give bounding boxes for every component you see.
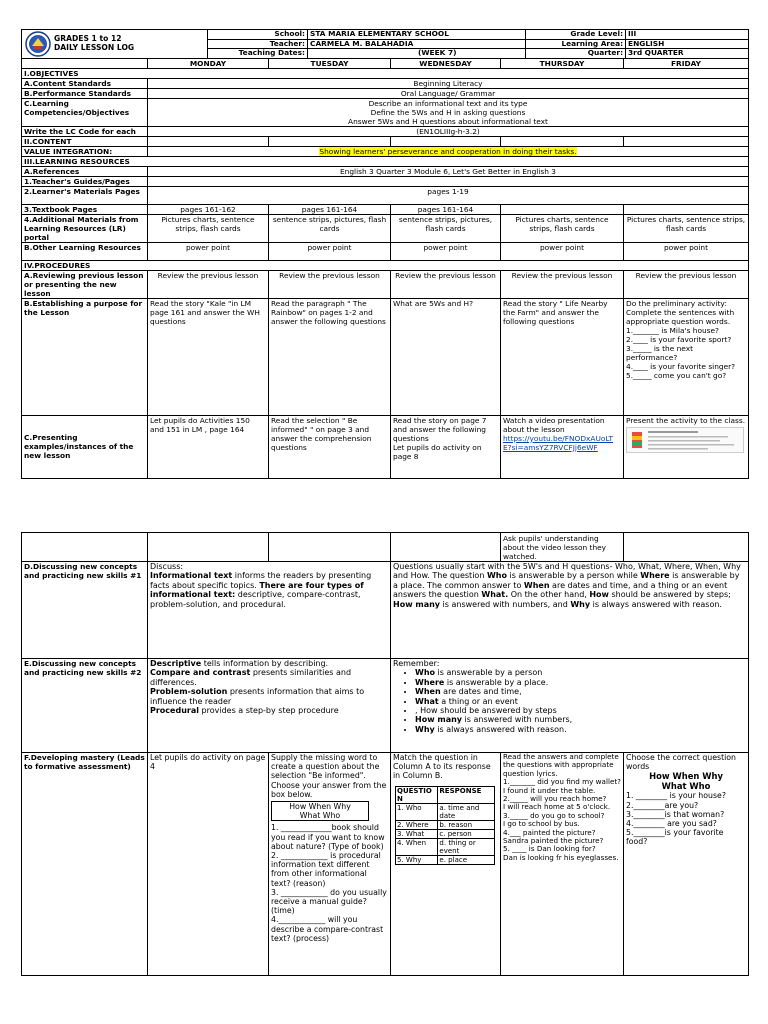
mastery-friday (624, 753, 749, 976)
match-question: 3. What (396, 829, 438, 838)
list-item (415, 725, 746, 734)
purpose-thursday: Read the story " Life Nearby the Farm" and answer the following questions (501, 298, 624, 415)
discuss2-compare (150, 668, 388, 687)
definition: provides a step-by step procedure (198, 706, 339, 716)
discuss1-howmany: How many (393, 599, 441, 609)
grade-level-value: III (626, 30, 749, 40)
table-row (396, 838, 495, 855)
mastery-label: F.Developing mastery (Leads to formative assessment) (22, 753, 148, 976)
mastery-friday-item-2: 2.________are you? (626, 800, 699, 810)
learning-area-value: ENGLISH (626, 39, 749, 49)
term: Problem-solution (150, 687, 228, 697)
day-thursday: THURSDAY (501, 58, 624, 68)
term: Why (415, 724, 435, 734)
mastery-thursday-line: 1._______ did you find my wallet? (503, 777, 621, 787)
other-resources-label: B.Other Learning Resources (22, 242, 148, 260)
grades-label: GRADES 1 to 12 (54, 34, 122, 43)
day-tuesday: TUESDAY (269, 58, 391, 68)
discuss1-where: Where (640, 571, 670, 581)
plan-table (21, 58, 749, 479)
value-integration-cell (148, 146, 749, 156)
resources-heading: III.LEARNING RESOURCES (22, 156, 749, 166)
lc-code-label: Write the LC Code for each (22, 126, 148, 136)
remember-list (393, 668, 746, 734)
other-friday: power point (624, 242, 749, 260)
purpose-monday: Read the story "Kale "in LM page 161 and answer the WH questions (148, 298, 269, 415)
word-box (271, 801, 369, 821)
additional-wednesday: sentence strips, pictures, flash cards (391, 214, 501, 242)
plan-table-continued (21, 532, 749, 976)
discuss1-right-text: is answered with numbers, and (440, 599, 571, 609)
teacher-label: Teacher: (208, 39, 308, 49)
term: When (415, 687, 441, 697)
discuss1-right-text: are dates and time, and a thing or an event answers the question (393, 580, 728, 600)
other-wednesday: power point (391, 242, 501, 260)
competency-1: Describe an informational text and its type (368, 98, 528, 108)
mastery-thursday-line: I found it under the table. (503, 785, 596, 795)
discuss1-text: informs the readers by presenting facts about specific topics. (150, 571, 372, 590)
objectives-heading: I.OBJECTIVES (22, 68, 749, 78)
match-response: d. thing or event (438, 838, 495, 855)
activity-thumbnail-image (626, 427, 744, 453)
discuss2-right (391, 659, 749, 753)
lesson-log-page-1 (21, 29, 748, 479)
presenting-friday-text: Present the activity to the class. (626, 415, 746, 425)
list-item (415, 668, 746, 677)
discuss1-right-text: Questions usually start with the 5W's and H questions- Who, What, Where, When, Why and How. The question (393, 562, 741, 581)
additional-thursday: Pictures charts, sentence strips, flash cards (501, 214, 624, 242)
discuss1-right-text: is answerable by a person while (506, 571, 641, 581)
competencies-value (148, 98, 749, 126)
review-monday: Review the previous lesson (148, 270, 269, 298)
discuss2-problem (150, 687, 388, 706)
match-table (395, 786, 495, 865)
quarter-label: Quarter: (526, 49, 626, 59)
review-tuesday: Review the previous lesson (269, 270, 391, 298)
deped-seal-icon (25, 31, 51, 57)
table-row (396, 803, 495, 820)
mastery-friday-item-4: 4.________ are you sad? (626, 819, 717, 829)
additional-friday: Pictures charts, sentence strips, flash cards (624, 214, 749, 242)
mastery-thursday-line: 3._____ do you go to school? (503, 810, 605, 820)
purpose-friday-item-5: 5._____ come you can't go? (626, 370, 727, 380)
match-question: 4. When (396, 838, 438, 855)
presenting-wednesday-line-2: Let pupils do activity on page 8 (393, 442, 482, 461)
discuss1-right (391, 562, 749, 659)
additional-monday: Pictures charts, sentence strips, flash cards (148, 214, 269, 242)
friday-words-line-1: How When Why (649, 771, 723, 782)
discuss1-right-text: is answerable by a place. The common answer to (393, 571, 740, 590)
match-question: 1. Who (396, 803, 438, 820)
mastery-friday-item-5: 5.________is your favorite food? (626, 828, 724, 847)
video-link[interactable]: https://youtu.be/FNODxAUoLTE?si=amsYZ7RVCFJj6eWF (503, 433, 613, 452)
discuss1-intro: Discuss: (150, 562, 184, 571)
word-box-line-2: What Who (299, 811, 341, 821)
discuss1-right-text: is always answered with reason. (590, 599, 722, 609)
review-label: A.Reviewing previous lesson or presenting the new lesson (22, 270, 148, 298)
mastery-friday-item-1: 1. ________ is your house? (626, 791, 726, 801)
textbook-tuesday: pages 161-164 (269, 204, 391, 214)
table-row (396, 820, 495, 829)
competencies-label: C.Learning Competencies/Objectives (22, 98, 148, 126)
term: Descriptive (150, 659, 202, 668)
value-integration-text: Showing learners' perseverance and cooperation in doing their tasks. (319, 146, 577, 156)
discuss2-descriptive (150, 659, 388, 668)
mastery-tuesday-item-4: 4.____________ will you describe a compare-contrast text? (process) (271, 915, 384, 943)
purpose-friday-item-4: 4.____ is your favorite singer? (626, 361, 736, 371)
presenting-wednesday-line-1: Read the story on page 7 and answer the following questions (393, 415, 487, 443)
learning-area-label: Learning Area: (526, 39, 626, 49)
definition: presents similarities and differences. (150, 668, 352, 687)
review-thursday: Review the previous lesson (501, 270, 624, 298)
purpose-wednesday: What are 5Ws and H? (391, 298, 501, 415)
presenting-monday: Let pupils do Activities 150 and 151 in LM , page 164 (148, 415, 269, 478)
friday-words-line-2: What Who (661, 781, 711, 792)
table-row (396, 829, 495, 838)
discuss1-definition (150, 571, 388, 609)
discuss1-why: Why (570, 599, 591, 609)
list-item (415, 678, 746, 687)
mastery-thursday-line: Read the answers and complete the questions with appropriate question lyrics. (503, 752, 619, 778)
mastery-friday-item-3: 3.________is that woman? (626, 809, 725, 819)
additional-materials-label: 4.Additional Materials from Learning Resources (LR) portal (22, 214, 148, 242)
grade-level-label: Grade Level: (526, 30, 626, 40)
definition: , How should be answered by steps (415, 706, 557, 716)
other-tuesday: power point (269, 242, 391, 260)
purpose-tuesday: Read the paragraph " The Rainbow" on pages 1-2 and answer the following questions (269, 298, 391, 415)
other-thursday: power point (501, 242, 624, 260)
match-response: b. reason (438, 820, 495, 829)
thursday-understanding: Ask pupils' understanding about the video lesson they watched. (501, 533, 624, 562)
mastery-thursday-line: I go to school by bus. (503, 819, 580, 829)
mastery-friday-intro: Choose the correct question words (626, 753, 737, 772)
term: Who (415, 668, 436, 678)
definition: is answerable by a person (435, 668, 543, 678)
competency-3: Answer 5Ws and H questions about informational text (348, 116, 548, 126)
purpose-friday-item-1: 1._______ is Mila's house? (626, 325, 719, 335)
discuss2-procedural (150, 706, 388, 715)
purpose-friday-item-2: 2.____ is your favorite sport? (626, 334, 732, 344)
word-box-line-1: How When Why (289, 802, 351, 812)
mastery-tuesday-item-2: 2. ____________ is procedural information text different from other informational text? (reason) (271, 851, 381, 888)
definition: are dates and time, (440, 687, 522, 697)
mastery-thursday (501, 753, 624, 976)
lesson-log-page-2 (21, 532, 748, 976)
discuss1-right-text: On the other hand, (508, 590, 590, 600)
purpose-label: B.Establishing a purpose for the Lesson (22, 298, 148, 415)
table-row (396, 855, 495, 864)
list-item (415, 687, 746, 696)
definition: is answered with numbers, (462, 715, 573, 725)
mastery-wednesday (391, 753, 501, 976)
match-question: 2. Where (396, 820, 438, 829)
presenting-friday (624, 415, 749, 478)
review-friday: Review the previous lesson (624, 270, 749, 298)
definition: is always answered with reason. (434, 724, 567, 734)
teacher-value: CARMELA M. BALAHADIA (308, 39, 526, 49)
presenting-label: C.Presenting examples/instances of the new lesson (22, 415, 148, 478)
value-integration-label: VALUE INTEGRATION: (22, 146, 148, 156)
definition: a thing or an event (438, 696, 518, 706)
mastery-tuesday-item-3: 3. ____________ do you usually receive a manual guide? (time) (271, 887, 387, 916)
content-standards-label: A.Content Standards (22, 78, 148, 88)
term: How many (415, 715, 463, 725)
procedures-heading: IV.PROCEDURES (22, 260, 749, 270)
term: Procedural (150, 706, 199, 716)
other-monday: power point (148, 242, 269, 260)
match-header-response: RESPONSE (438, 786, 495, 803)
match-question: 5. Why (396, 855, 438, 864)
match-response: e. place (438, 855, 495, 864)
textbook-label: 3.Textbook Pages (22, 204, 148, 214)
discuss1-how: How (589, 590, 609, 600)
additional-tuesday: sentence strips, pictures, flash cards (269, 214, 391, 242)
review-wednesday: Review the previous lesson (391, 270, 501, 298)
term: Compare and contrast (150, 668, 251, 678)
discuss1-who: Who (486, 571, 507, 581)
mastery-tuesday-item-1: 1. _____________book should you read if you want to know about nature? (Type of book) (271, 823, 385, 851)
definition: is answerable by a place. (444, 677, 549, 687)
references-label: A.References (22, 166, 148, 176)
presenting-thursday (501, 415, 624, 478)
discuss1-what: What. (481, 590, 509, 600)
content-standards-value: Beginning Literacy (148, 78, 749, 88)
day-monday: MONDAY (148, 58, 269, 68)
discuss2-left (148, 659, 391, 753)
purpose-friday-intro: Do the preliminary activity: Complete the sentences with appropriate question words. (626, 298, 735, 326)
log-title: DAILY LESSON LOG (54, 42, 135, 52)
tg-pages-label: 1.Teacher's Guides/Pages (22, 176, 148, 186)
list-item (415, 706, 746, 715)
references-value: English 3 Quarter 3 Module 6, Let's Get Better in English 3 (148, 166, 749, 176)
competency-2: Define the 5Ws and H in asking questions (370, 107, 526, 117)
mastery-thursday-line: 5. ____ is Dan looking for? (503, 844, 596, 854)
mastery-monday: Let pupils do activity on page 4 (148, 753, 269, 976)
header-table (21, 29, 749, 59)
lm-pages-label: 2.Learner's Materials Pages (22, 186, 148, 204)
lc-code-value: (EN1OLIIIg-h-3.2) (148, 126, 749, 136)
presenting-thursday-text: Watch a video presentation about the lesson (503, 415, 605, 434)
match-header-question: QUESTIO N (396, 786, 438, 803)
definition: tells information by describing. (201, 659, 329, 668)
presenting-wednesday (391, 415, 501, 478)
content-heading: II.CONTENT (22, 136, 148, 146)
quarter-value: 3rd QUARTER (626, 49, 749, 59)
performance-standards-value: Oral Language/ Grammar (148, 88, 749, 98)
discuss1-label: D.Discussing new concepts and practicing new skills #1 (22, 562, 148, 659)
mastery-thursday-line: Dan is looking fr his eyeglasses. (503, 852, 619, 862)
term: Where (415, 677, 445, 687)
discuss1-left (148, 562, 391, 659)
remember-heading: Remember: (393, 659, 440, 668)
discuss1-term: Informational text (150, 571, 233, 581)
mastery-thursday-line: Sandra painted the picture? (503, 836, 604, 846)
match-response: a. time and date (438, 803, 495, 820)
definition: presents information that aims to influence the reader (150, 687, 365, 706)
match-response: c. person (438, 829, 495, 838)
mastery-thursday-line: 2._____ will you reach home? (503, 794, 607, 804)
mastery-tuesday-intro: Supply the missing word to create a question about the selection "Be informed". Choose your answer from the box below. (271, 753, 387, 799)
performance-standards-label: B.Performance Standards (22, 88, 148, 98)
school-value: STA MARIA ELEMENTARY SCHOOL (308, 30, 526, 40)
discuss1-bold: There are four types of informational text: (150, 580, 364, 600)
list-item (415, 697, 746, 706)
week-value: (WEEK 7) (308, 49, 526, 59)
day-wednesday: WEDNESDAY (391, 58, 501, 68)
textbook-wednesday: pages 161-164 (391, 204, 501, 214)
purpose-friday (624, 298, 749, 415)
discuss1-right-text: should be answered by steps; (608, 590, 731, 600)
day-friday: FRIDAY (624, 58, 749, 68)
teaching-dates-label: Teaching Dates: (208, 49, 308, 59)
mastery-wednesday-intro: Match the question in Column A to its response in Column B. (393, 753, 491, 781)
mastery-thursday-line: I will reach home at 5 o'clock. (503, 802, 611, 812)
school-label: School: (208, 30, 308, 40)
discuss1-when: When (523, 580, 550, 590)
lm-pages-value: pages 1-19 (148, 186, 749, 204)
mastery-tuesday (269, 753, 391, 976)
textbook-monday: pages 161-162 (148, 204, 269, 214)
purpose-friday-item-3: 3._____ is the next performance? (626, 343, 693, 362)
mastery-thursday-line: 4.___ painted the picture? (503, 827, 596, 837)
term: What (415, 696, 439, 706)
discuss1-types: descriptive, compare-contrast, problem-solution, and procedural. (150, 590, 361, 609)
discuss2-label: E.Discussing new concepts and practicing new skills #2 (22, 659, 148, 753)
list-item (415, 715, 746, 724)
presenting-tuesday: Read the selection " Be informed" " on page 3 and answer the comprehension questions (269, 415, 391, 478)
